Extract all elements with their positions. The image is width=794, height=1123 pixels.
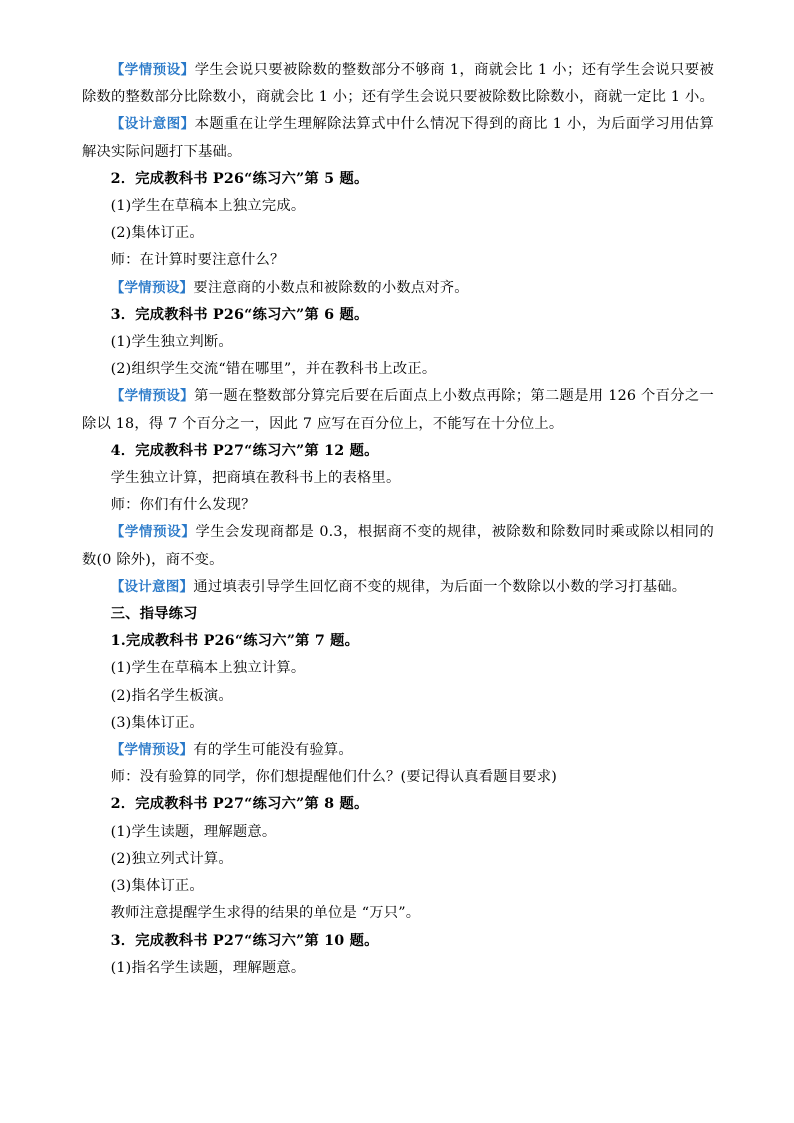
section-heading-guided-practice: 三、指导练习	[110, 606, 198, 623]
paragraph-preset-1	[82, 57, 714, 111]
label-xueqing-yushe: 【学情预设】	[110, 279, 194, 296]
exercise-heading-4: 4．完成教科书 P27“练习六”第 12 题。	[110, 442, 379, 459]
step-text: (3)集体订正。	[110, 878, 204, 895]
step-text: (1)学生读题，理解题意。	[110, 823, 277, 840]
step-text: (2)组织学生交流“错在哪里”，并在教科书上改正。	[110, 361, 437, 378]
label-xueqing-yushe: 【学情预设】	[110, 742, 194, 759]
paragraph-text: 学生会发现商都是 0.3，根据商不变的规律，被除数和除数同时乘或除以相同的数(0 除外)，商不变。	[82, 524, 714, 568]
step-text: (3)集体订正。	[110, 714, 204, 731]
label-xueqing-yushe: 【学情预设】	[110, 524, 196, 541]
exercise-heading-3b: 3．完成教科书 P27“练习六”第 10 题。	[110, 932, 379, 949]
teacher-question: 师：没有验算的同学，你们想提醒他们什么？(要记得认真看题目要求)	[110, 769, 558, 786]
paragraph-text: 本题重在让学生理解除法算式中什么情况下得到的商比 1 小，为后面学习用估算解决实际问题打下基础。	[82, 116, 714, 160]
teacher-question: 师：你们有什么发现？	[110, 497, 256, 514]
paragraph-intent-1	[82, 111, 714, 165]
label-xueqing-yushe: 【学情预设】	[110, 388, 195, 405]
step-text: (2)指名学生板演。	[110, 687, 233, 704]
document-body	[82, 57, 714, 982]
paragraph-preset-4	[82, 519, 714, 573]
step-text: (1)学生在草稿本上独立完成。	[110, 198, 306, 215]
exercise-heading-1: 1.完成教科书 P26“练习六”第 7 题。	[110, 633, 360, 650]
paragraph-preset-5	[82, 737, 714, 764]
paragraph-preset-2	[82, 275, 714, 302]
step-text: 学生独立计算，把商填在教科书上的表格里。	[110, 470, 401, 487]
paragraph-text: 第一题在整数部分算完后要在后面点上小数点再除；第二题是用 126 个百分之一除以 18，得 7 个百分之一，因此 7 应写在百分位上，不能写在十分位上。	[82, 388, 714, 432]
paragraph-intent-2	[82, 574, 714, 601]
step-text: (1)指名学生读题，理解题意。	[110, 959, 306, 976]
label-sheji-yitu: 【设计意图】	[110, 116, 195, 133]
label-sheji-yitu: 【设计意图】	[110, 578, 194, 595]
step-text: (1)学生独立判断。	[110, 334, 233, 351]
paragraph-text: 通过填表引导学生回忆商不变的规律，为后面一个数除以小数的学习打基础。	[193, 578, 687, 595]
paragraph-text: 学生会说只要被除数的整数部分不够商 1，商就会比 1 小；还有学生会说只要被除数的整数部分比除数小，商就会比 1 小；还有学生会说只要被除数比除数小，商就一定比 1 小。	[82, 62, 714, 106]
exercise-heading-3: 3．完成教科书 P26“练习六”第 6 题。	[110, 306, 369, 323]
exercise-heading-2b: 2．完成教科书 P27“练习六”第 8 题。	[110, 796, 369, 813]
paragraph-text: 要注意商的小数点和被除数的小数点对齐。	[193, 279, 469, 296]
exercise-heading-2: 2．完成教科书 P26“练习六”第 5 题。	[110, 170, 369, 187]
step-text: (2)独立列式计算。	[110, 850, 233, 867]
label-xueqing-yushe: 【学情预设】	[110, 62, 195, 78]
paragraph-preset-3	[82, 383, 714, 437]
step-text: (2)集体订正。	[110, 225, 204, 242]
teacher-note: 教师注意提醒学生求得的结果的单位是 “万只”。	[110, 905, 421, 922]
teacher-question: 师：在计算时要注意什么？	[110, 252, 285, 269]
paragraph-text: 有的学生可能没有验算。	[193, 742, 353, 759]
step-text: (1)学生在草稿本上独立计算。	[110, 660, 306, 677]
